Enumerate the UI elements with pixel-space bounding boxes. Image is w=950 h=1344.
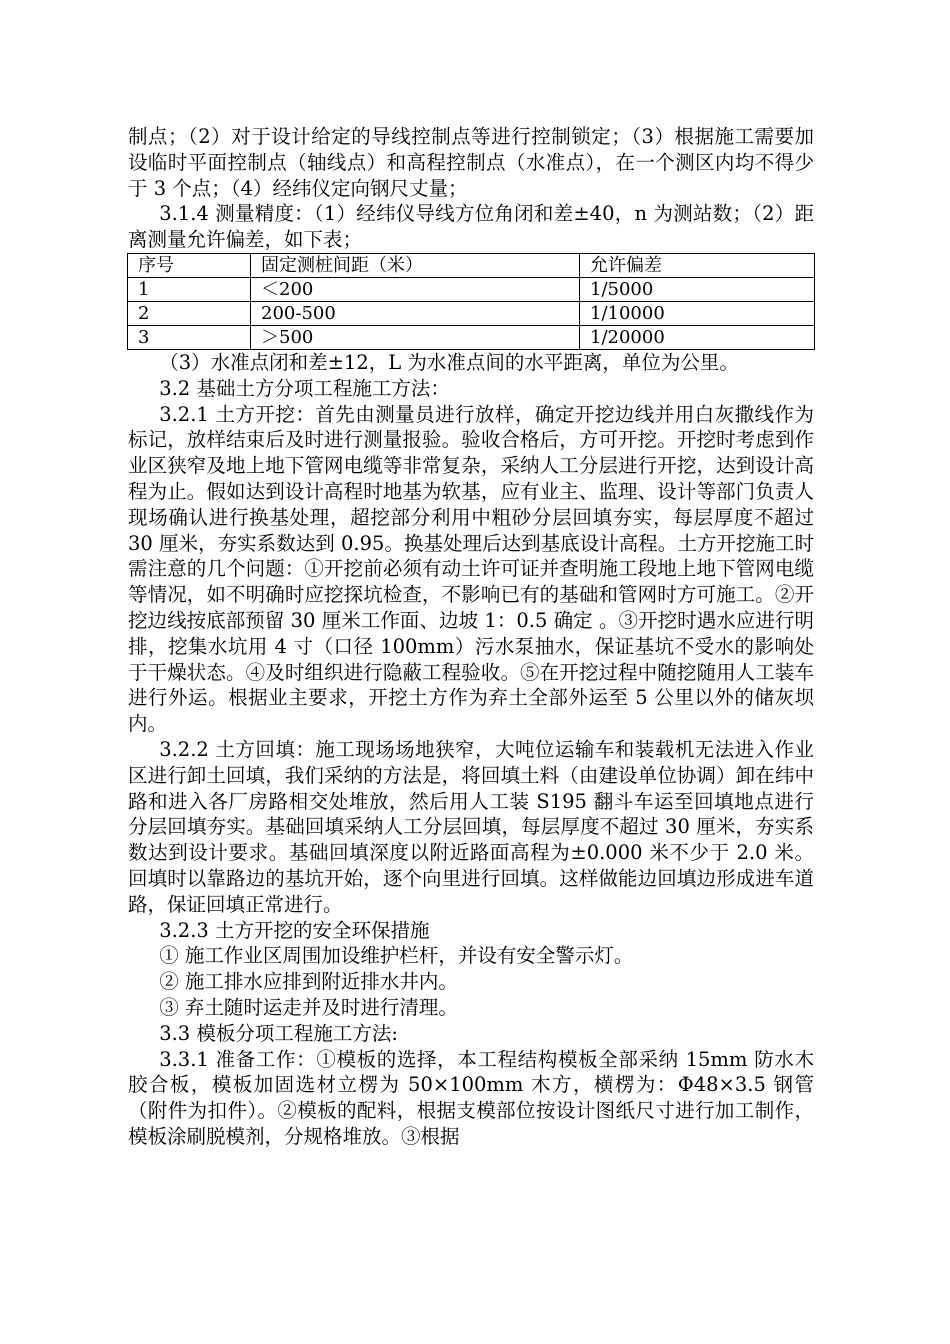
table-header-row — [128, 253, 815, 277]
table-cell: 1/20000 — [580, 325, 815, 349]
table-row — [128, 301, 815, 325]
measurement-tolerance-table — [127, 253, 815, 350]
table-header-cell: 序号 — [128, 253, 251, 277]
table-cell: 2 — [128, 301, 251, 325]
table-cell: 1 — [128, 277, 251, 301]
table-header-cell: 固定测桩间距（米） — [251, 253, 580, 277]
body-paragraph: （3）水准点闭和差±12，L 为水准点间的水平距离，单位为公里。 — [159, 350, 739, 374]
table-cell: 3 — [128, 325, 251, 349]
body-paragraph: 3.2.3 土方开挖的安全环保措施 — [159, 918, 430, 942]
table-row — [128, 277, 815, 301]
table-cell: ＜200 — [251, 277, 580, 301]
body-paragraph: 3.3 模板分项工程施工方法: — [159, 1021, 398, 1045]
table-row — [128, 325, 815, 349]
table-cell: 1/5000 — [580, 277, 815, 301]
body-paragraph: ③ 弃土随时运走并及时进行清理。 — [159, 995, 458, 1019]
body-paragraph: ② 施工排水应排到附近排水井内。 — [159, 970, 458, 994]
body-paragraph: 3.2 基础土方分项工程施工方法： — [159, 376, 450, 400]
body-paragraph: 3.2.2 土方回填：施工现场场地狭窄，大吨位运输车和装载机无法进入作业区进行卸土回填，我们采纳的方法是，将回填土料（由建设单位协调）卸在纬中路和进入各厂房路相交处堆放，然后用人工装 S195 翻斗车运至回填地点进行分层回填夯实。基础回填采纳人工分层回填，每层厚度不超过 30 厘米，夯实系数达到设计要求。基础回填深度以附近路面高程为±0.000 米不少于 2.0 米。回填时以靠路边的基坑开始，逐个向里进行回填。这样做能边回填边形成进车道路，保证回填正常进行。 — [128, 737, 814, 916]
paragraphs-before-table — [128, 124, 814, 253]
body-paragraph: 3.2.1 土方开挖：首先由测量员进行放样，确定开挖边线并用白灰撒线作为标记，放样结束后及时进行测量报验。验收合格后，方可开挖。开挖时考虑到作业区狭窄及地上地下管网电缆等非常复杂，采纳人工分层进行开挖，达到设计高程为止。假如达到设计高程时地基为软基，应有业主、监理、设计等部门负责人现场确认进行换基处理，超挖部分利用中粗砂分层回填夯实，每层厚度不超过 30 厘米，夯实系数达到 0.95。换基处理后达到基底设计高程。土方开挖施工时需注意的几个问题：①开挖前必须有动土许可证并查明施工段地上地下管网电缆等情况，如不明确时应挖探坑检查，不影响已有的基础和管网时方可施工。②开挖边线按底部预留 30 厘米工作面、边坡 1：0.5 确定 。③开挖时遇水应进行明排，挖集水坑用 4 寸（口径 100mm）污水泵抽水，保证基坑不受水的影响处于干燥状态。④及时组织进行隐蔽工程验收。⑤在开挖过程中随挖随用人工装车进行外运。根据业主要求，开挖土方作为弃土全部外运至 5 公里以外的储灰坝内。 — [128, 402, 814, 736]
table-cell: ＞500 — [251, 325, 580, 349]
table-cell: 200-500 — [251, 301, 580, 325]
document-body — [128, 124, 814, 1150]
body-paragraph: 3.1.4 测量精度：（1）经纬仪导线方位角闭和差±40，n 为测站数；（2）距离测量允许偏差，如下表； — [128, 202, 814, 252]
body-paragraph: 3.3.1 准备工作：①模板的选择，本工程结构模板全部采纳 15mm 防水木胶合板，模板加固选材立楞为 50×100mm 木方，横楞为：Φ48×3.5 钢管（附件为扣件）。②模板的配料，根据支模部位按设计图纸尺寸进行加工制作，模板涂刷脱模剂，分规格堆放。③根据 — [128, 1047, 814, 1148]
body-paragraph: ① 施工作业区周围加设维护栏杆，并设有安全警示灯。 — [159, 944, 634, 968]
paragraphs-after-table — [128, 350, 814, 1150]
body-paragraph: 制点；（2）对于设计给定的导线控制点等进行控制锁定；（3）根据施工需要加设临时平面控制点（轴线点）和高程控制点（水准点），在一个测区内均不得少于 3 个点；（4）经纬仪定向钢尺丈量； — [128, 125, 814, 200]
table-cell: 1/10000 — [580, 301, 815, 325]
table-header-cell: 允许偏差 — [580, 253, 815, 277]
